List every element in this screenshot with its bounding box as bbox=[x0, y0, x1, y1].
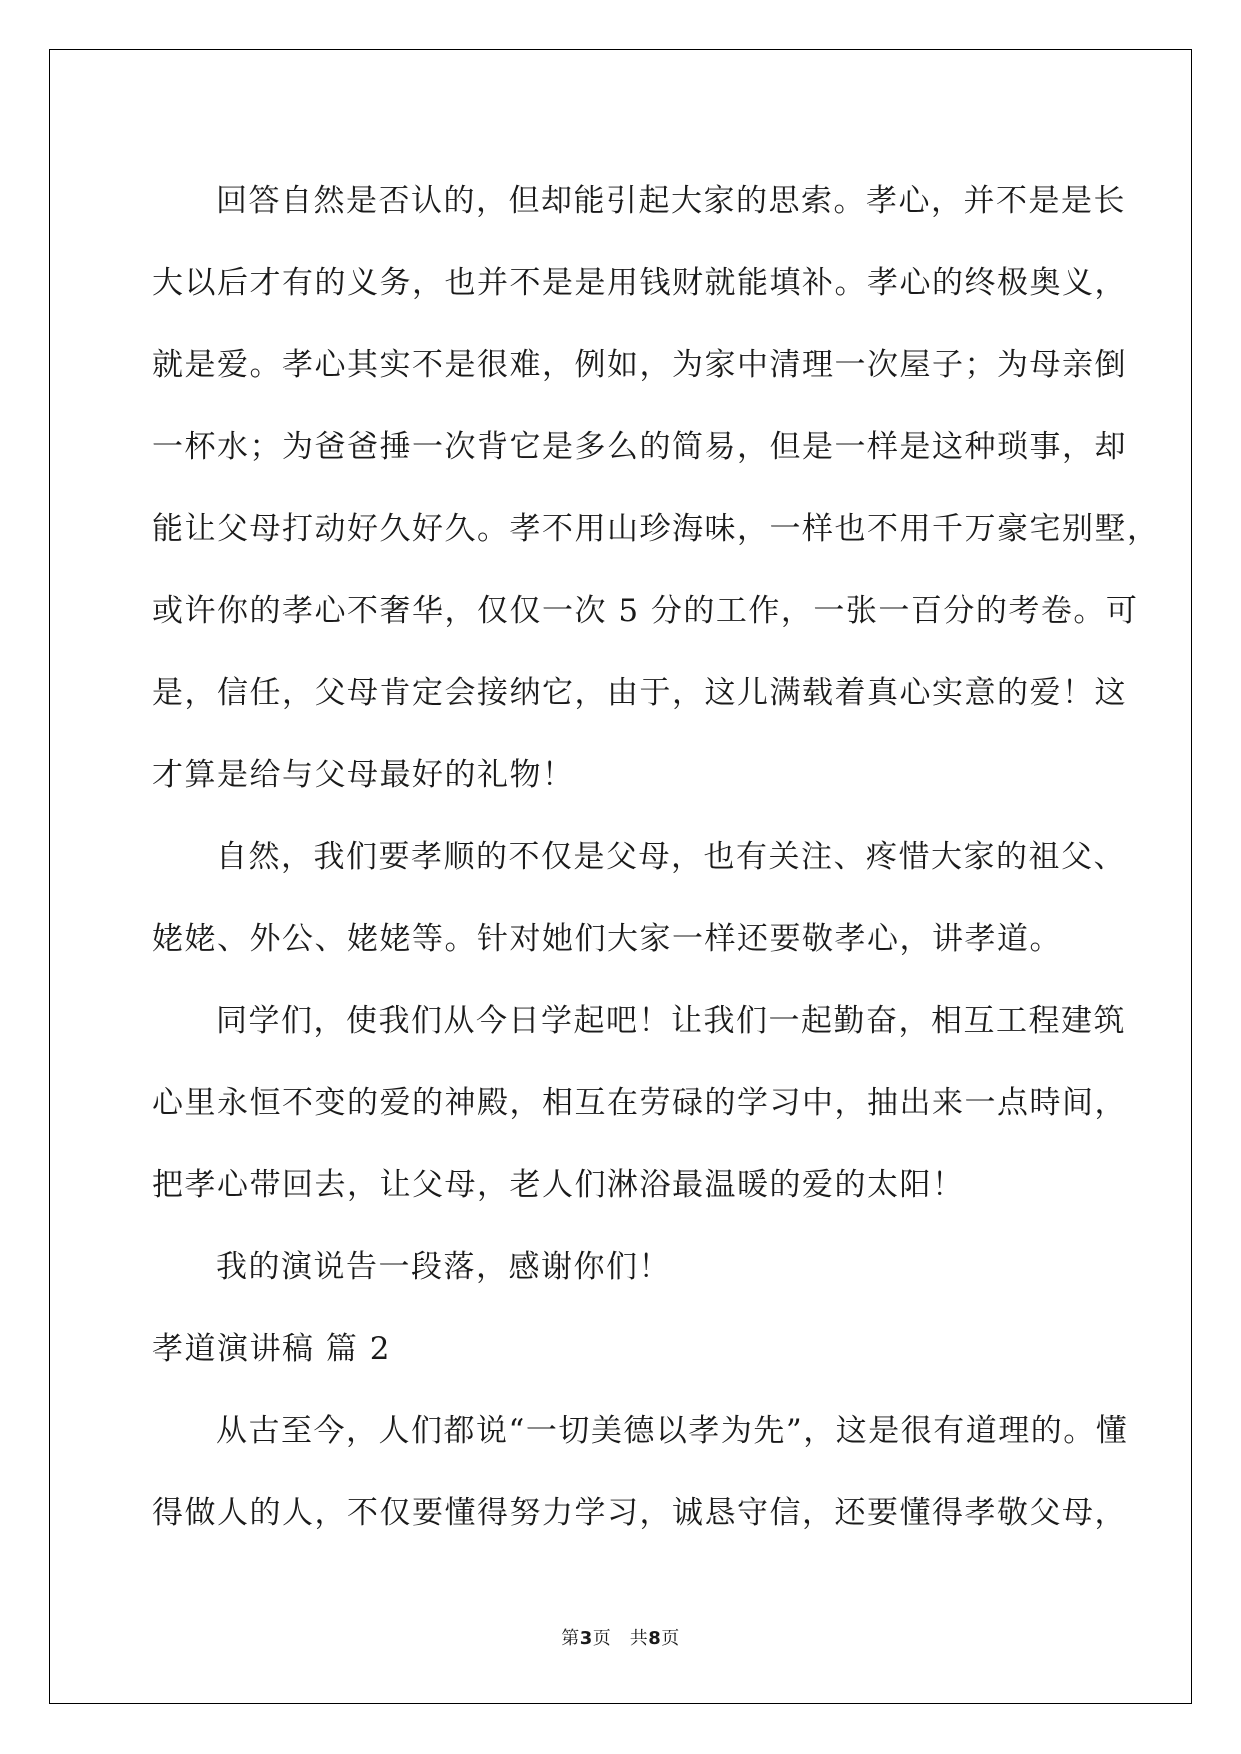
text-line: 同学们，使我们从今日学起吧！让我们一起勤奋，相互工程建筑 bbox=[216, 1003, 1126, 1039]
text-line: 自然，我们要孝顺的不仅是父母，也有关注、疼惜大家的祖父、 bbox=[216, 839, 1126, 875]
text-line: 我的演说告一段落，感谢你们！ bbox=[216, 1249, 671, 1285]
text-line: 就是爱。孝心其实不是很难，例如，为家中清理一次屋子；为母亲倒 bbox=[152, 347, 1127, 383]
page-footer bbox=[0, 1624, 1241, 1650]
text-line: 是，信任，父母肯定会接纳它，由于，这儿满载着真心实意的爱！这 bbox=[152, 675, 1127, 711]
text-line: 得做人的人，不仅要懂得努力学习，诚恳守信，还要懂得孝敬父母， bbox=[152, 1495, 1127, 1531]
text-line: 从古至今，人们都说“一切美德以孝为先”，这是很有道理的。懂 bbox=[216, 1413, 1129, 1449]
text-line: 能让父母打动好久好久。孝不用山珍海味，一样也不用千万豪宅别墅， bbox=[152, 511, 1160, 547]
footer-suffix: 页 bbox=[661, 1628, 680, 1649]
paragraph-3 bbox=[152, 980, 1127, 1226]
paragraph-1 bbox=[152, 160, 1160, 816]
text-line: 一杯水；为爸爸捶一次背它是多么的简易，但是一样是这种琐事，却 bbox=[152, 429, 1127, 465]
section-heading: 孝道演讲稿 篇 2 bbox=[152, 1331, 391, 1367]
footer-mid: 页 共 bbox=[592, 1628, 649, 1649]
paragraph-5 bbox=[152, 1390, 1129, 1554]
text-line: 姥姥、外公、姥姥等。针对她们大家一样还要敬孝心，讲孝道。 bbox=[152, 921, 1062, 957]
footer-prefix: 第 bbox=[561, 1628, 580, 1649]
text-line: 回答自然是否认的，但却能引起大家的思索。孝心，并不是是长 bbox=[216, 183, 1126, 219]
text-line: 才算是给与父母最好的礼物！ bbox=[152, 757, 575, 793]
footer-page-number: 3 bbox=[579, 1628, 593, 1649]
document-body bbox=[152, 160, 1160, 1554]
text-line: 把孝心带回去，让父母，老人们淋浴最温暖的爱的太阳！ bbox=[152, 1167, 965, 1203]
paragraph-2 bbox=[152, 816, 1126, 980]
footer-total-pages: 8 bbox=[648, 1628, 662, 1649]
text-line: 或许你的孝心不奢华，仅仅一次 5 分的工作，一张一百分的考卷。可 bbox=[152, 593, 1139, 629]
paragraph-4 bbox=[152, 1226, 1102, 1308]
text-line: 心里永恒不变的爱的神殿，相互在劳碌的学习中，抽出来一点時间， bbox=[152, 1085, 1127, 1121]
text-line: 大以后才有的义务，也并不是是用钱财就能填补。孝心的终极奥义， bbox=[152, 265, 1127, 301]
